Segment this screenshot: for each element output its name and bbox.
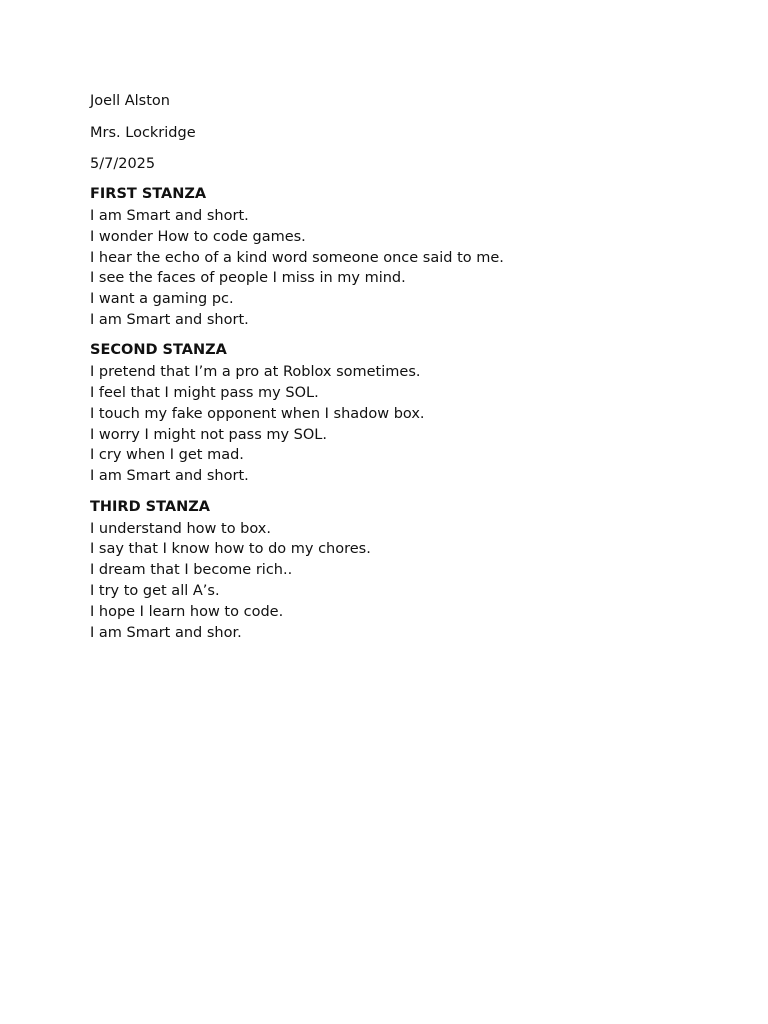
stanza-heading: SECOND STANZA [90, 342, 227, 359]
document-date: 5/7/2025 [90, 156, 156, 172]
stanza-third [90, 498, 730, 644]
poem-line: I say that I know how to do my chores. [90, 541, 371, 558]
poem-line: I dream that I become rich.. [90, 562, 293, 579]
poem-line: I wonder How to code games. [90, 228, 306, 245]
teacher-name: Mrs. Lockridge [90, 124, 196, 141]
stanza-heading: THIRD STANZA [90, 498, 210, 515]
poem-line: I am Smart and short. [90, 468, 249, 485]
poem-line: I pretend that I’m a pro at Roblox sometimes. [90, 364, 421, 381]
poem-line: I want a gaming pc. [90, 291, 234, 308]
stanza-second [90, 341, 730, 487]
poem-line: I touch my fake opponent when I shadow box. [90, 405, 425, 422]
poem-line: I hope I learn how to code. [90, 603, 284, 620]
poem-line: I worry I might not pass my SOL. [90, 426, 327, 443]
poem-line: I am Smart and shor. [90, 624, 242, 641]
poem-line: I hear the echo of a kind word someone once said to me. [90, 249, 504, 266]
poem-line: I see the faces of people I miss in my mind. [90, 270, 406, 287]
document-page [90, 92, 730, 654]
poem-line: I try to get all A’s. [90, 582, 220, 599]
stanza-first [90, 185, 730, 331]
student-name: Joell Alston [90, 93, 170, 109]
poem-line: I cry when I get mad. [90, 447, 244, 464]
poem-line: I am Smart and short. [90, 208, 249, 224]
poem-line: I feel that I might pass my SOL. [90, 385, 319, 402]
poem-line: I understand how to box. [90, 520, 271, 537]
stanza-heading: FIRST STANZA [90, 186, 207, 202]
poem-line: I am Smart and short. [90, 311, 249, 328]
